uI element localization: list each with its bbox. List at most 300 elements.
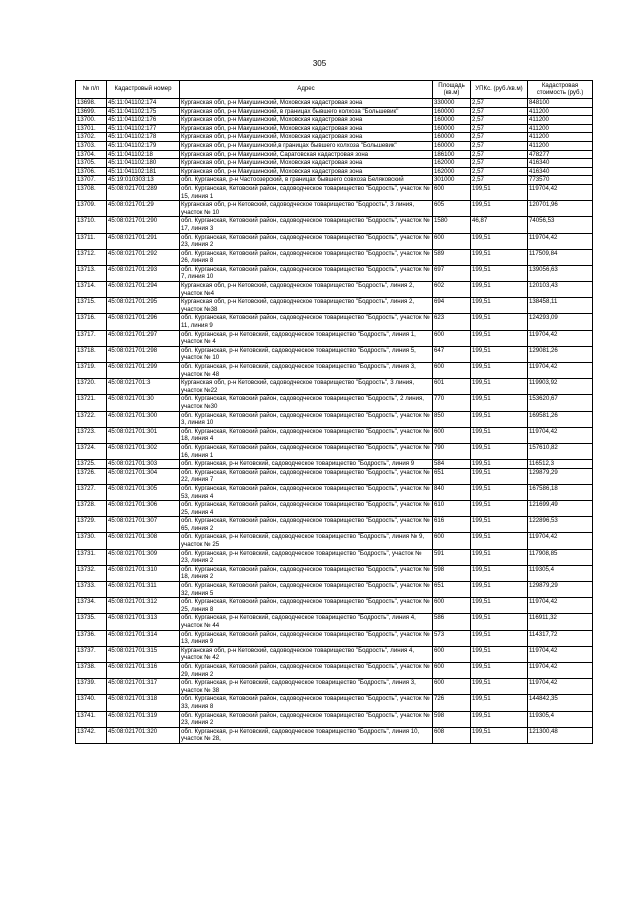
address-cell: Курганская обл, р-н Кетовский, садоводческое товарищество "Бодрость", линия 4, участок № 42	[180, 646, 433, 662]
cadastral-number-cell: 45:08:021701:289	[107, 184, 180, 200]
area-cell: 726	[433, 695, 471, 711]
cadastral-number-cell: 45:08:021701:30	[107, 395, 180, 411]
area-cell: 573	[433, 630, 471, 646]
area-cell: 600	[433, 679, 471, 695]
area-cell: 770	[433, 395, 471, 411]
cadastral-number-cell: 45:08:021701:306	[107, 501, 180, 517]
header-cadastral-number: Кадастровый номер	[107, 81, 180, 99]
upks-cell: 199,51	[471, 598, 528, 614]
row-number-cell: 13741.	[76, 711, 107, 727]
table-row	[76, 159, 593, 168]
upks-cell: 199,51	[471, 411, 528, 427]
area-cell: 160000	[433, 116, 471, 125]
cadastral-register-table	[75, 80, 593, 744]
upks-cell: 2,57	[471, 107, 528, 116]
cadastral-number-cell: 45:11:041102:176	[107, 116, 180, 125]
row-number-cell: 13720.	[76, 379, 107, 395]
area-cell: 623	[433, 314, 471, 330]
cadastral-number-cell: 45:11:041102:178	[107, 133, 180, 142]
row-number-cell: 13737.	[76, 646, 107, 662]
cadastral-cost-cell: 119704,42	[528, 184, 593, 200]
address-cell: Курганская обл, р-н Макушинский, в границах бывшего колхоза "Большевик"	[180, 107, 433, 116]
address-cell: обл. Курганская, р-н Кетовский, садоводческое товарищество "Бодрость", линия 3, участок № 38	[180, 679, 433, 695]
row-number-cell: 13708.	[76, 184, 107, 200]
cadastral-cost-cell: 119704,42	[528, 533, 593, 549]
row-number-cell: 13734.	[76, 598, 107, 614]
address-cell: обл. Курганская, Кетовский район, садоводческое товарищество "Бодрость", участок № 3, линия 10	[180, 411, 433, 427]
cadastral-number-cell: 45:11:041102:177	[107, 124, 180, 133]
area-cell: 584	[433, 460, 471, 469]
table-row	[76, 443, 593, 459]
upks-cell: 199,51	[471, 460, 528, 469]
cadastral-number-cell: 45:08:021701:316	[107, 662, 180, 678]
address-cell: обл. Курганская, Кетовский район, садоводческое товарищество "Бодрость", участок № 26, линия 8	[180, 249, 433, 265]
row-number-cell: 13729.	[76, 517, 107, 533]
table-row	[76, 363, 593, 379]
cadastral-number-cell: 45:08:021701:308	[107, 533, 180, 549]
table-row	[76, 662, 593, 678]
table-row	[76, 116, 593, 125]
area-cell: 598	[433, 711, 471, 727]
area-cell: 591	[433, 549, 471, 565]
cadastral-number-cell: 45:08:021701:309	[107, 549, 180, 565]
address-cell: Курганская обл, р-н Макушинский, Моховская кадастровая зона	[180, 167, 433, 176]
cadastral-cost-cell: 119704,42	[528, 363, 593, 379]
cadastral-cost-cell: 119903,92	[528, 379, 593, 395]
address-cell: Курганская обл, р-н Макушинский, Саратовская кадастровая зона	[180, 150, 433, 159]
cadastral-cost-cell: 119704,42	[528, 427, 593, 443]
area-cell: 586	[433, 614, 471, 630]
cadastral-cost-cell: 138458,11	[528, 298, 593, 314]
upks-cell: 199,51	[471, 679, 528, 695]
cadastral-cost-cell: 157610,82	[528, 443, 593, 459]
area-cell: 697	[433, 265, 471, 281]
cadastral-number-cell: 45:11:041102:18	[107, 150, 180, 159]
cadastral-cost-cell: 121300,48	[528, 727, 593, 743]
upks-cell: 199,51	[471, 265, 528, 281]
page-number: 305	[312, 59, 327, 68]
address-cell: обл. Курганская, р-н Кетовский, садоводческое товарищество "Бодрость", линия 3, участок № 48	[180, 363, 433, 379]
address-cell: обл. Курганская, Кетовский район, садоводческое товарищество "Бодрость", участок № 18, линия 4	[180, 427, 433, 443]
row-number-cell: 13717.	[76, 330, 107, 346]
cadastral-cost-cell: 169581,26	[528, 411, 593, 427]
area-cell: 160000	[433, 133, 471, 142]
table-row	[76, 176, 593, 185]
table-row	[76, 711, 593, 727]
upks-cell: 2,57	[471, 99, 528, 108]
cadastral-number-cell: 45:08:021701:311	[107, 582, 180, 598]
upks-cell: 2,57	[471, 133, 528, 142]
table-row	[76, 468, 593, 484]
address-cell: обл. Курганская, Кетовский район, садоводческое товарищество "Бодрость", участок № 23, линия 2	[180, 711, 433, 727]
row-number-cell: 13703.	[76, 141, 107, 150]
row-number-cell: 13726.	[76, 468, 107, 484]
row-number-cell: 13706.	[76, 167, 107, 176]
table-row	[76, 427, 593, 443]
address-cell: обл. Курганская, Кетовский район, садоводческое товарищество "Бодрость", участок № 7, линия 10	[180, 265, 433, 281]
row-number-cell: 13705.	[76, 159, 107, 168]
table-row	[76, 346, 593, 362]
table-body	[76, 99, 593, 744]
upks-cell: 2,57	[471, 167, 528, 176]
area-cell: 647	[433, 346, 471, 362]
address-cell: обл. Курганская, Кетовский район, садоводческое товарищество "Бодрость", участок № 22, линия 7	[180, 468, 433, 484]
cadastral-number-cell: 45:11:041102:175	[107, 107, 180, 116]
row-number-cell: 13732.	[76, 565, 107, 581]
upks-cell: 199,51	[471, 646, 528, 662]
address-cell: обл. Курганская, р-н Частоозерский, в границах бывшего совхоза Беляковский	[180, 176, 433, 185]
cadastral-cost-cell: 117908,85	[528, 549, 593, 565]
upks-cell: 199,51	[471, 363, 528, 379]
row-number-cell: 13731.	[76, 549, 107, 565]
area-cell: 162000	[433, 159, 471, 168]
cadastral-number-cell: 45:08:021701:305	[107, 484, 180, 500]
area-cell: 651	[433, 468, 471, 484]
area-cell: 301000	[433, 176, 471, 185]
cadastral-number-cell: 45:08:021701:3	[107, 379, 180, 395]
header-area: Площадь (кв.м)	[433, 81, 471, 99]
cadastral-number-cell: 45:08:021701:312	[107, 598, 180, 614]
cadastral-cost-cell: 416340	[528, 159, 593, 168]
table-row	[76, 298, 593, 314]
cadastral-cost-cell: 119704,42	[528, 662, 593, 678]
cadastral-cost-cell: 144842,35	[528, 695, 593, 711]
row-number-cell: 13700.	[76, 116, 107, 125]
cadastral-number-cell: 45:08:021701:301	[107, 427, 180, 443]
area-cell: 162000	[433, 167, 471, 176]
table-row	[76, 501, 593, 517]
row-number-cell: 13698.	[76, 99, 107, 108]
row-number-cell: 13728.	[76, 501, 107, 517]
table-row	[76, 517, 593, 533]
cadastral-cost-cell: 120701,96	[528, 201, 593, 217]
row-number-cell: 13712.	[76, 249, 107, 265]
upks-cell: 199,51	[471, 662, 528, 678]
cadastral-number-cell: 45:08:021701:319	[107, 711, 180, 727]
area-cell: 589	[433, 249, 471, 265]
cadastral-cost-cell: 120103,43	[528, 282, 593, 298]
cadastral-cost-cell: 119704,42	[528, 330, 593, 346]
cadastral-cost-cell: 121699,49	[528, 501, 593, 517]
table-row	[76, 167, 593, 176]
cadastral-number-cell: 45:08:021701:293	[107, 265, 180, 281]
area-cell: 186100	[433, 150, 471, 159]
area-cell: 608	[433, 727, 471, 743]
cadastral-cost-cell: 129879,29	[528, 468, 593, 484]
cadastral-number-cell: 45:11:041102:174	[107, 99, 180, 108]
cadastral-cost-cell: 119305,4	[528, 711, 593, 727]
upks-cell: 199,51	[471, 517, 528, 533]
cadastral-number-cell: 45:08:021701:304	[107, 468, 180, 484]
upks-cell: 199,51	[471, 582, 528, 598]
address-cell: Курганская обл, р-н Макушинский, Моховская кадастровая зона	[180, 116, 433, 125]
cadastral-cost-cell: 478277	[528, 150, 593, 159]
cadastral-number-cell: 45:08:021701:302	[107, 443, 180, 459]
row-number-cell: 13704.	[76, 150, 107, 159]
area-cell: 600	[433, 598, 471, 614]
table-row	[76, 582, 593, 598]
row-number-cell: 13723.	[76, 427, 107, 443]
row-number-cell: 13718.	[76, 346, 107, 362]
upks-cell: 199,51	[471, 533, 528, 549]
cadastral-cost-cell: 122896,53	[528, 517, 593, 533]
table-row	[76, 727, 593, 743]
table-row	[76, 282, 593, 298]
upks-cell: 199,51	[471, 484, 528, 500]
row-number-cell: 13721.	[76, 395, 107, 411]
upks-cell: 199,51	[471, 630, 528, 646]
cadastral-cost-cell: 153620,67	[528, 395, 593, 411]
cadastral-number-cell: 45:08:021701:294	[107, 282, 180, 298]
row-number-cell: 13710.	[76, 217, 107, 233]
upks-cell: 199,51	[471, 249, 528, 265]
table-row	[76, 484, 593, 500]
address-cell: Курганская обл, р-н Макушинский, Моховская кадастровая зона	[180, 99, 433, 108]
area-cell: 602	[433, 282, 471, 298]
address-cell: обл. Курганская, Кетовский район, садоводческое товарищество "Бодрость", участок № 15, линия 1	[180, 184, 433, 200]
area-cell: 840	[433, 484, 471, 500]
cadastral-number-cell: 45:08:021701:317	[107, 679, 180, 695]
area-cell: 790	[433, 443, 471, 459]
area-cell: 600	[433, 533, 471, 549]
cadastral-cost-cell: 116512,3	[528, 460, 593, 469]
row-number-cell: 13713.	[76, 265, 107, 281]
cadastral-cost-cell: 116911,32	[528, 614, 593, 630]
row-number-cell: 13711.	[76, 233, 107, 249]
table-row	[76, 533, 593, 549]
area-cell: 600	[433, 646, 471, 662]
upks-cell: 46,87	[471, 217, 528, 233]
cadastral-cost-cell: 117509,84	[528, 249, 593, 265]
row-number-cell: 13714.	[76, 282, 107, 298]
upks-cell: 199,51	[471, 443, 528, 459]
upks-cell: 199,51	[471, 201, 528, 217]
upks-cell: 2,57	[471, 150, 528, 159]
table-row	[76, 565, 593, 581]
address-cell: обл. Курганская, Кетовский район, садоводческое товарищество "Бодрость", участок № 25, линия 4	[180, 501, 433, 517]
table-row	[76, 124, 593, 133]
upks-cell: 199,51	[471, 427, 528, 443]
address-cell: обл. Курганская, Кетовский район, садоводческое товарищество "Бодрость", участок № 33, линия 8	[180, 695, 433, 711]
cadastral-cost-cell: 411200	[528, 107, 593, 116]
cadastral-number-cell: 45:19:010303:13	[107, 176, 180, 185]
row-number-cell: 13735.	[76, 614, 107, 630]
cadastral-cost-cell: 129879,29	[528, 582, 593, 598]
address-cell: обл. Курганская, р-н Кетовский, садоводческое товарищество "Бодрость", линия 10, участок № 28,	[180, 727, 433, 743]
cadastral-number-cell: 45:08:021701:290	[107, 217, 180, 233]
cadastral-number-cell: 45:08:021701:299	[107, 363, 180, 379]
table-row	[76, 233, 593, 249]
row-number-cell: 13699.	[76, 107, 107, 116]
cadastral-number-cell: 45:08:021701:291	[107, 233, 180, 249]
upks-cell: 199,51	[471, 395, 528, 411]
cadastral-number-cell: 45:11:041102:180	[107, 159, 180, 168]
table-row	[76, 646, 593, 662]
address-cell: обл. Курганская, Кетовский район, садоводческое товарищество "Бодрость", участок № 65, линия 2	[180, 517, 433, 533]
cadastral-cost-cell: 773570	[528, 176, 593, 185]
area-cell: 598	[433, 565, 471, 581]
cadastral-cost-cell: 411200	[528, 133, 593, 142]
cadastral-cost-cell: 114317,72	[528, 630, 593, 646]
table-row	[76, 133, 593, 142]
area-cell: 694	[433, 298, 471, 314]
cadastral-number-cell: 45:08:021701:295	[107, 298, 180, 314]
area-cell: 605	[433, 201, 471, 217]
table-row	[76, 614, 593, 630]
area-cell: 850	[433, 411, 471, 427]
area-cell: 600	[433, 662, 471, 678]
address-cell: обл. Курганская, Кетовский район, садоводческое товарищество "Бодрость", участок № 25, линия 8	[180, 598, 433, 614]
row-number-cell: 13724.	[76, 443, 107, 459]
row-number-cell: 13702.	[76, 133, 107, 142]
cadastral-number-cell: 45:08:021701:320	[107, 727, 180, 743]
row-number-cell: 13722.	[76, 411, 107, 427]
upks-cell: 199,51	[471, 233, 528, 249]
cadastral-cost-cell: 119704,42	[528, 598, 593, 614]
row-number-cell: 13701.	[76, 124, 107, 133]
cadastral-number-cell: 45:08:021701:303	[107, 460, 180, 469]
row-number-cell: 13730.	[76, 533, 107, 549]
row-number-cell: 13736.	[76, 630, 107, 646]
table-row	[76, 549, 593, 565]
cadastral-cost-cell: 119704,42	[528, 233, 593, 249]
upks-cell: 199,51	[471, 282, 528, 298]
row-number-cell: 13738.	[76, 662, 107, 678]
table-row	[76, 217, 593, 233]
table-row	[76, 330, 593, 346]
address-cell: обл. Курганская, р-н Кетовский, садоводческое товарищество "Бодрость", линия 1, участок № 4	[180, 330, 433, 346]
table-row	[76, 314, 593, 330]
upks-cell: 199,51	[471, 314, 528, 330]
address-cell: Курганская обл, р-н Макушинский, Моховская кадастровая зона	[180, 159, 433, 168]
area-cell: 160000	[433, 141, 471, 150]
area-cell: 1580	[433, 217, 471, 233]
row-number-cell: 13727.	[76, 484, 107, 500]
upks-cell: 199,51	[471, 711, 528, 727]
cadastral-number-cell: 45:08:021701:298	[107, 346, 180, 362]
table-row	[76, 184, 593, 200]
cadastral-cost-cell: 167586,18	[528, 484, 593, 500]
table-row	[76, 99, 593, 108]
area-cell: 600	[433, 184, 471, 200]
address-cell: Курганская обл, р-н Кетовский, садоводческое товарищество "Бодрость", 3 линия, участок №22	[180, 379, 433, 395]
header-cadastral-cost: Кадастровая стоимость (руб.)	[528, 81, 593, 99]
cadastral-cost-cell: 119305,4	[528, 565, 593, 581]
cadastral-cost-cell: 848100	[528, 99, 593, 108]
header-row	[76, 81, 593, 99]
address-cell: Курганская обл, р-н Кетовский, садоводческое товарищество "Бодрость", линия 2, участок №38	[180, 298, 433, 314]
table-row	[76, 249, 593, 265]
table-row	[76, 630, 593, 646]
header-upks: УПКс. (руб./кв.м)	[471, 81, 528, 99]
header-number: № п/п	[76, 81, 107, 99]
upks-cell: 199,51	[471, 549, 528, 565]
table-row	[76, 265, 593, 281]
area-cell: 616	[433, 517, 471, 533]
upks-cell: 199,51	[471, 501, 528, 517]
address-cell: обл. Курганская, р-н Кетовский, садоводческое товарищество "Бодрость", линия 5, участок № 10	[180, 346, 433, 362]
address-cell: обл. Курганская, р-н Кетовский, садоводческое товарищество "Бодрость", линия 4, участок № 44	[180, 614, 433, 630]
upks-cell: 199,51	[471, 379, 528, 395]
address-cell: обл. Курганская, Кетовский район, садоводческое товарищество "Бодрость", участок № 17, линия 3	[180, 217, 433, 233]
cadastral-cost-cell: 411200	[528, 124, 593, 133]
upks-cell: 199,51	[471, 695, 528, 711]
cadastral-number-cell: 45:08:021701:300	[107, 411, 180, 427]
upks-cell: 2,57	[471, 141, 528, 150]
row-number-cell: 13733.	[76, 582, 107, 598]
upks-cell: 2,57	[471, 116, 528, 125]
area-cell: 651	[433, 582, 471, 598]
area-cell: 610	[433, 501, 471, 517]
upks-cell: 199,51	[471, 184, 528, 200]
cadastral-number-cell: 45:08:021701:292	[107, 249, 180, 265]
cadastral-number-cell: 45:08:021701:315	[107, 646, 180, 662]
cadastral-number-cell: 45:08:021701:314	[107, 630, 180, 646]
table-row	[76, 395, 593, 411]
cadastral-cost-cell: 124293,09	[528, 314, 593, 330]
area-cell: 600	[433, 330, 471, 346]
row-number-cell: 13707.	[76, 176, 107, 185]
cadastral-cost-cell: 411200	[528, 141, 593, 150]
cadastral-number-cell: 45:11:041102:179	[107, 141, 180, 150]
address-cell: Курганская обл, р-н Макушинский,в границах бывшего колхоза "Большевик"	[180, 141, 433, 150]
table-row	[76, 201, 593, 217]
row-number-cell: 13739.	[76, 679, 107, 695]
address-cell: обл. Курганская, Кетовский район, садоводческое товарищество "Бодрость", участок № 18, линия 2	[180, 565, 433, 581]
cadastral-cost-cell: 416340	[528, 167, 593, 176]
address-cell: Курганская обл, р-н Кетовский, садоводческое товарищество "Бодрость", линия 2, участок №4	[180, 282, 433, 298]
address-cell: обл. Курганская, Кетовский район, садоводческое товарищество "Бодрость", участок № 29, линия 2	[180, 662, 433, 678]
area-cell: 160000	[433, 107, 471, 116]
cadastral-number-cell: 45:08:021701:307	[107, 517, 180, 533]
cadastral-number-cell: 45:08:021701:318	[107, 695, 180, 711]
upks-cell: 199,51	[471, 565, 528, 581]
cadastral-number-cell: 45:08:021701:296	[107, 314, 180, 330]
address-cell: обл. Курганская, Кетовский район, садоводческое товарищество "Бодрость", участок № 13, линия 9	[180, 630, 433, 646]
table-row	[76, 107, 593, 116]
row-number-cell: 13740.	[76, 695, 107, 711]
upks-cell: 199,51	[471, 330, 528, 346]
table-row	[76, 379, 593, 395]
cadastral-cost-cell: 139056,63	[528, 265, 593, 281]
address-cell: обл. Курганская, Кетовский район, садоводческое товарищество "Бодрость", 2 линия, участок №30	[180, 395, 433, 411]
row-number-cell: 13719.	[76, 363, 107, 379]
area-cell: 600	[433, 233, 471, 249]
table-header	[76, 81, 593, 99]
upks-cell: 2,57	[471, 176, 528, 185]
area-cell: 601	[433, 379, 471, 395]
cadastral-cost-cell: 119704,42	[528, 646, 593, 662]
address-cell: обл. Курганская, Кетовский район, садоводческое товарищество "Бодрость", участок № 23, линия 2	[180, 233, 433, 249]
area-cell: 160000	[433, 124, 471, 133]
cadastral-number-cell: 45:08:021701:29	[107, 201, 180, 217]
address-cell: обл. Курганская, Кетовский район, садоводческое товарищество "Бодрость", участок № 16, линия 1	[180, 443, 433, 459]
upks-cell: 199,51	[471, 468, 528, 484]
cadastral-cost-cell: 129081,26	[528, 346, 593, 362]
table-row	[76, 460, 593, 469]
area-cell: 600	[433, 363, 471, 379]
address-cell: Курганская обл, р-н Макушинский, Моховская кадастровая зона	[180, 124, 433, 133]
upks-cell: 2,57	[471, 159, 528, 168]
row-number-cell: 13716.	[76, 314, 107, 330]
table-row	[76, 598, 593, 614]
cadastral-number-cell: 45:08:021701:310	[107, 565, 180, 581]
cadastral-cost-cell: 74056,53	[528, 217, 593, 233]
upks-cell: 199,51	[471, 298, 528, 314]
address-cell: Курганская обл, р-н Макушинский, Моховская кадастровая зона	[180, 133, 433, 142]
row-number-cell: 13709.	[76, 201, 107, 217]
address-cell: обл. Курганская, Кетовский район, садоводческое товарищество "Бодрость", участок № 53, линия 4	[180, 484, 433, 500]
